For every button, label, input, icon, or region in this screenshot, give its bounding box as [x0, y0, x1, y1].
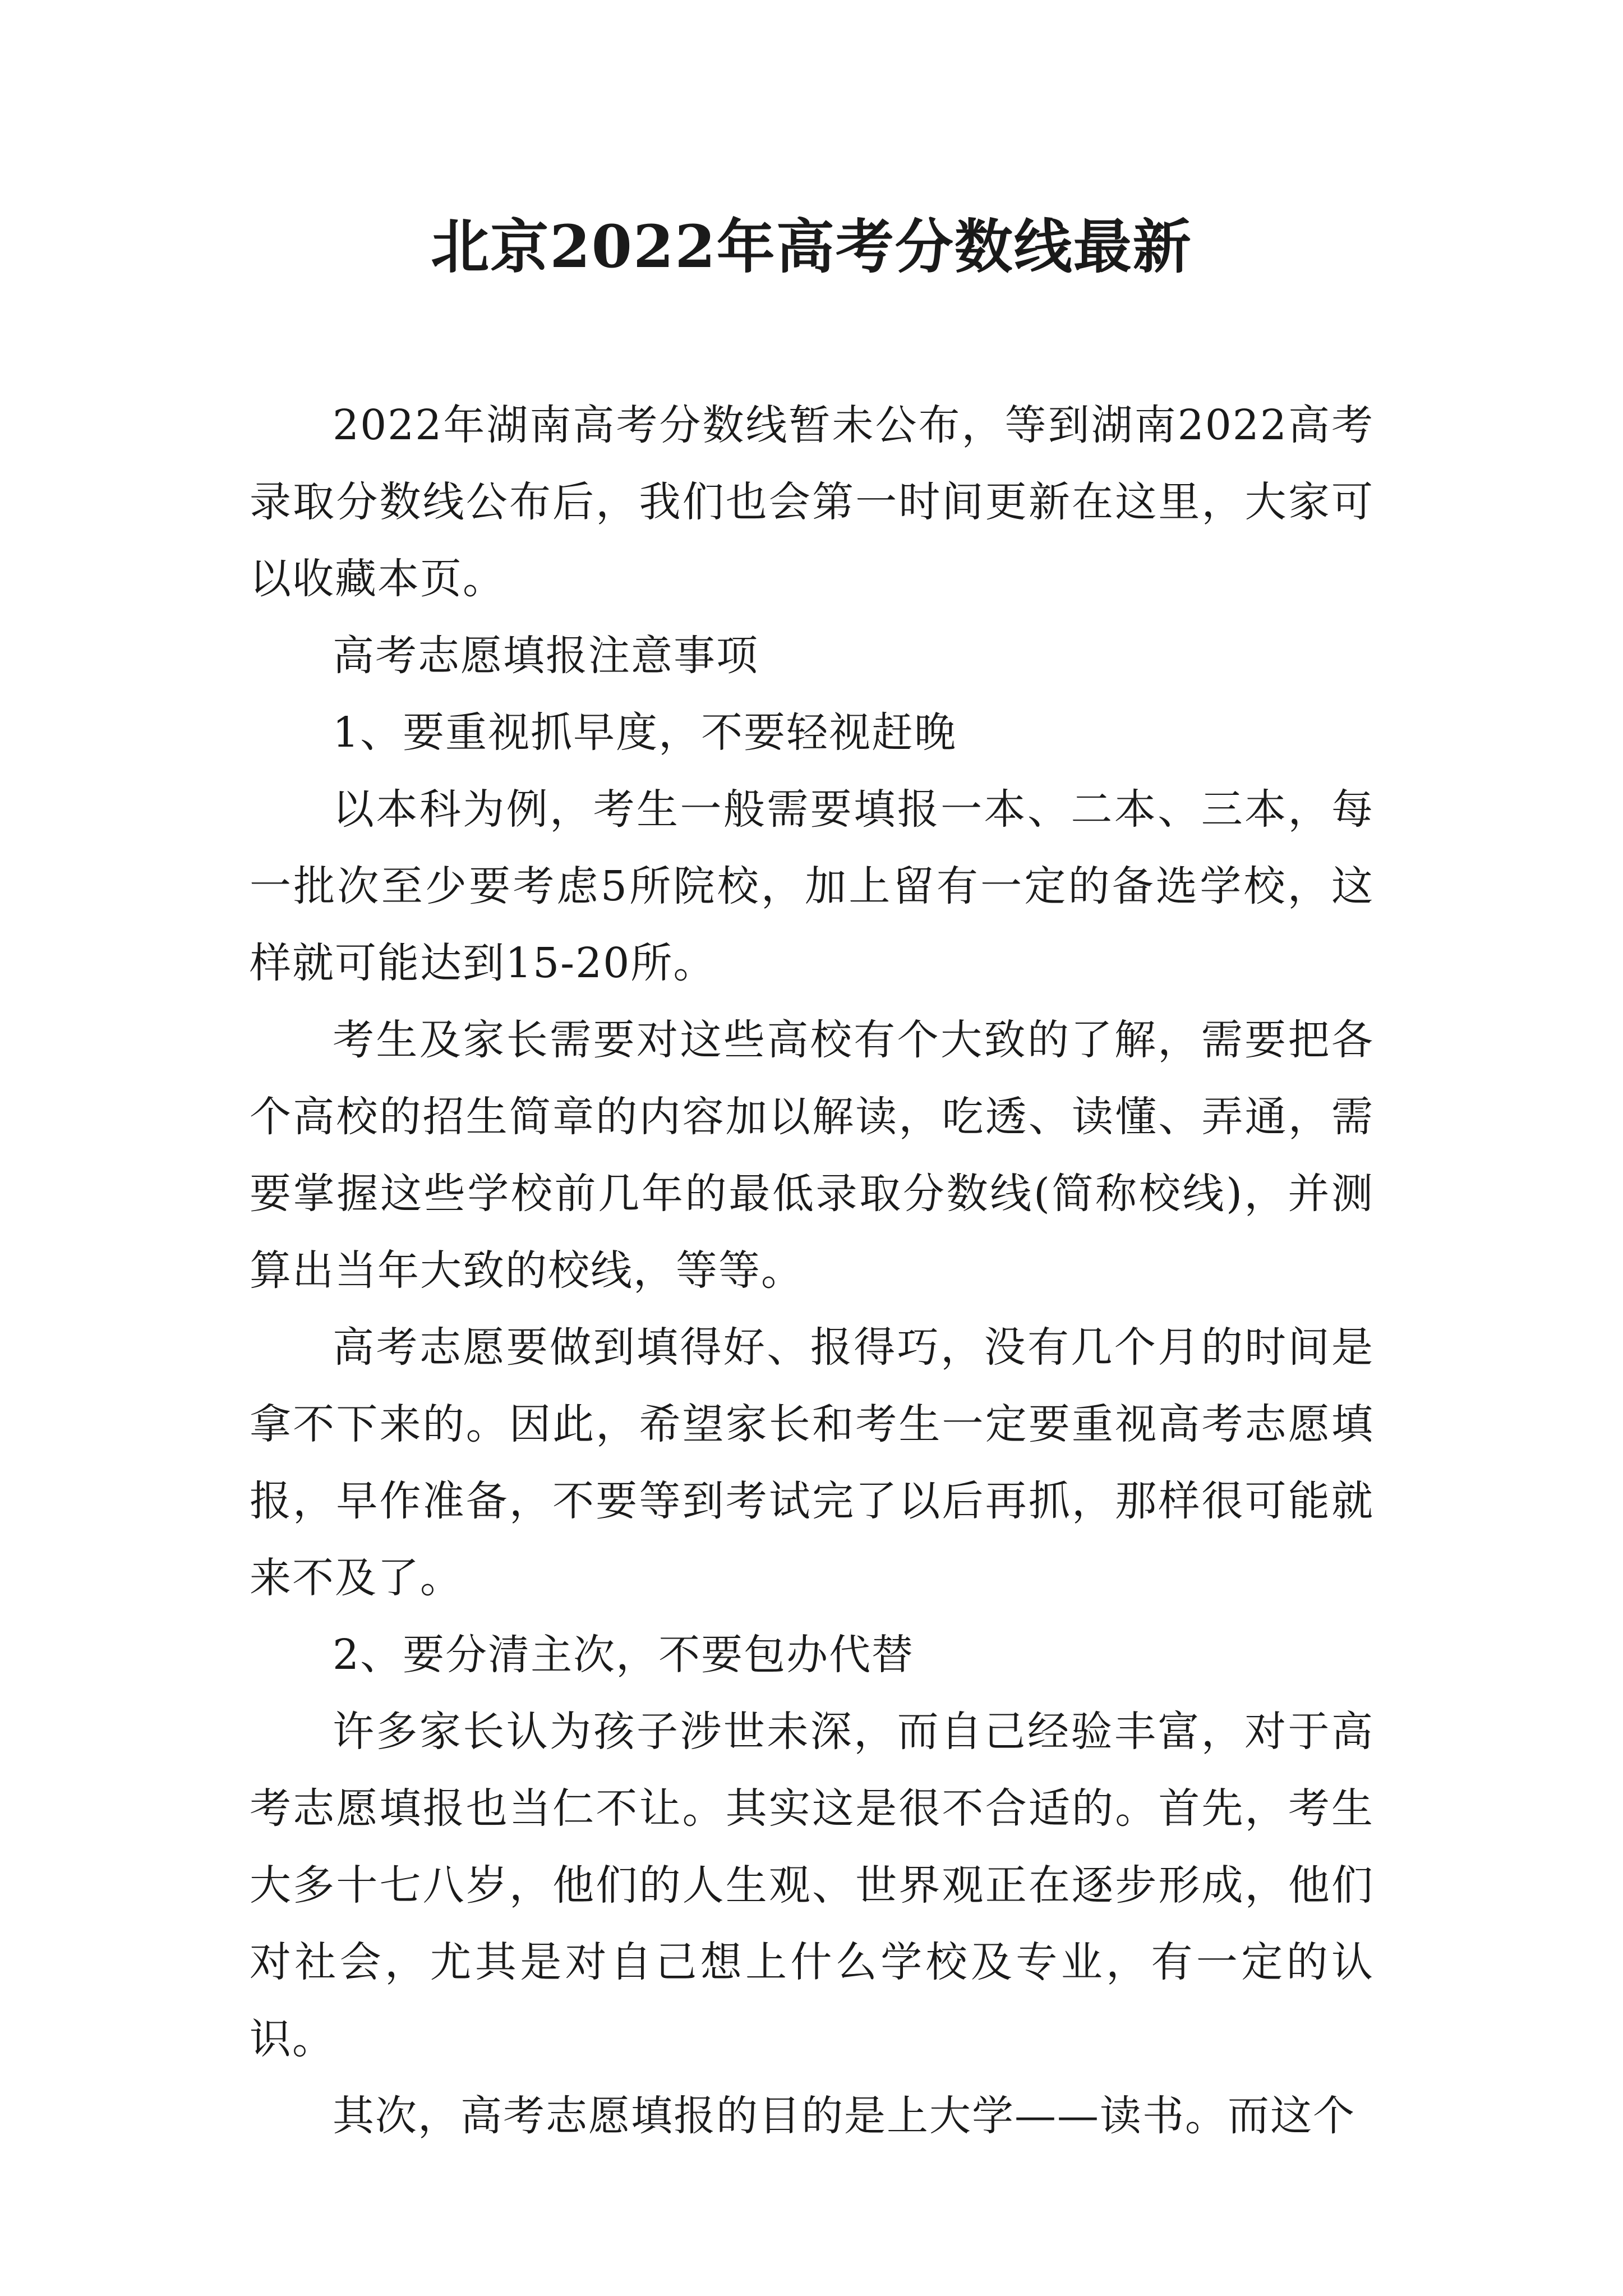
paragraph: 以本科为例，考生一般需要填报一本、二本、三本，每一批次至少要考虑5所院校，加上留有一定的备选学校，这样就可能达到15-20所。	[250, 785, 1374, 987]
subheading-1: 1、要重视抓早度，不要轻视赶晚	[333, 708, 957, 757]
paragraph: 其次，高考志愿填报的目的是上大学——读书。而这个	[333, 2092, 1355, 2140]
document-body	[250, 387, 1374, 2155]
subheading-2: 2、要分清主次，不要包办代替	[333, 1631, 915, 1679]
paragraph: 许多家长认为孩子涉世未深，而自己经验丰富，对于高考志愿填报也当仁不让。其实这是很不合适的。首先，考生大多十七八岁，他们的人生观、世界观正在逐步形成，他们对社会，尤其是对自己想上什么学校及专业，有一定的认识。	[250, 1708, 1374, 2063]
paragraph: 考生及家长需要对这些高校有个大致的了解，需要把各个高校的招生简章的内容加以解读，吃透、读懂、弄通，需要掌握这些学校前几年的最低录取分数线(简称校线)，并测算出当年大致的校线，等等。	[250, 1016, 1374, 1295]
paragraph: 高考志愿要做到填得好、报得巧，没有几个月的时间是拿不下来的。因此，希望家长和考生一定要重视高考志愿填报，早作准备，不要等到考试完了以后再抓，那样很可能就来不及了。	[250, 1323, 1374, 1602]
document-title: 北京2022年高考分数线最新	[431, 212, 1192, 281]
section-heading: 高考志愿填报注意事项	[333, 632, 759, 680]
paragraph-intro: 2022年湖南高考分数线暂未公布，等到湖南2022高考录取分数线公布后，我们也会第一时间更新在这里，大家可以收藏本页。	[250, 401, 1374, 603]
